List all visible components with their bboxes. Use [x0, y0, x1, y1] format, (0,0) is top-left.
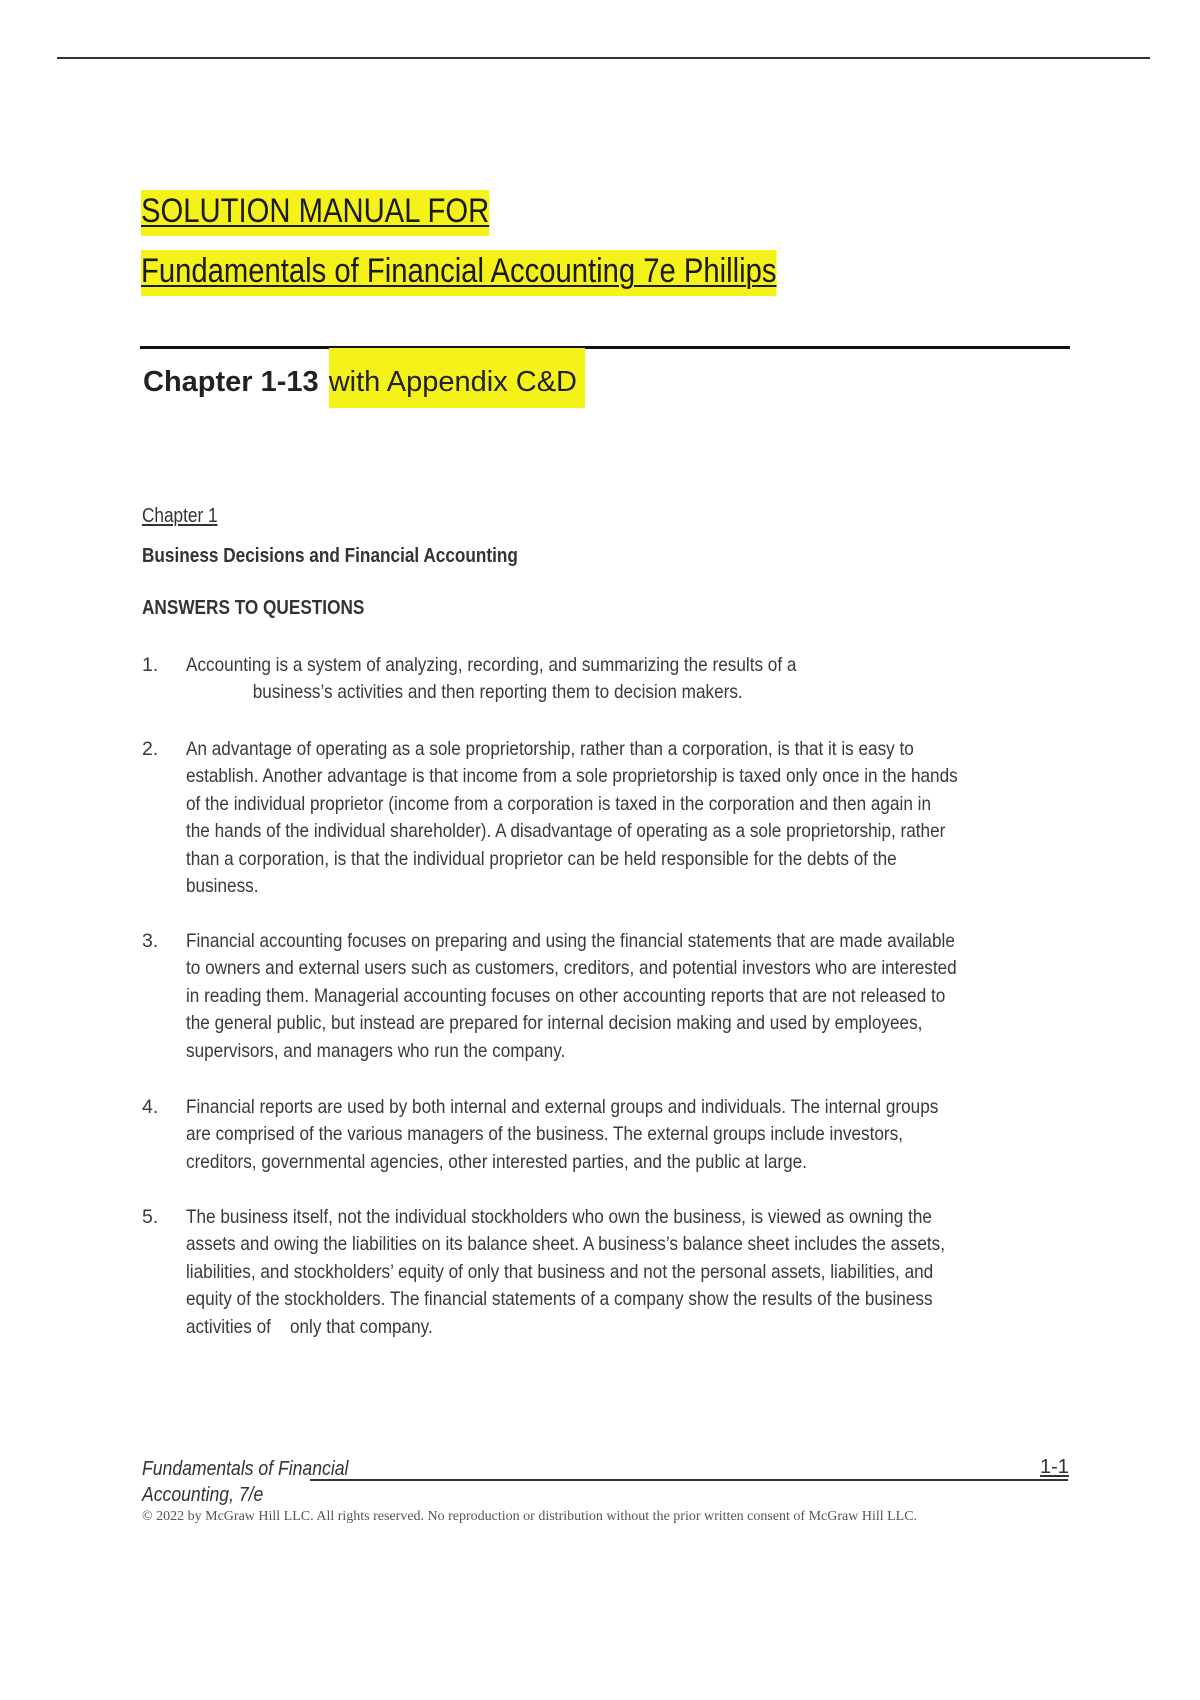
answer-line: equity of the stockholders. The financial statements of a company show the results of the business	[186, 1288, 933, 1311]
answer-line: establish. Another advantage is that income from a sole proprietorship is taxed only once in the hands	[186, 765, 958, 788]
answer-line: Financial accounting focuses on preparing and using the financial statements that are made available	[186, 930, 955, 952]
question-answer	[186, 1094, 1066, 1176]
answer-line: An advantage of operating as a sole proprietorship, rather than a corporation, is that it is easy to	[186, 738, 914, 760]
answer-line: supervisors, and managers who run the company.	[186, 1039, 566, 1062]
answer-line: the general public, but instead are prepared for internal decision making and used by employees,	[186, 1012, 923, 1035]
question-number: 2.	[142, 738, 159, 760]
section-heading: ANSWERS TO QUESTIONS	[142, 597, 365, 619]
manual-title-line2	[141, 252, 777, 291]
answer-line: creditors, governmental agencies, other interested parties, and the public at large.	[186, 1150, 807, 1173]
answer-line: in reading them. Managerial accounting focuses on other accounting reports that are not released to	[186, 984, 946, 1007]
answer-line: to owners and external users such as customers, creditors, and potential investors who are interested	[186, 957, 957, 980]
question-number: 5.	[142, 1206, 159, 1228]
question-answer	[186, 652, 1066, 707]
manual-title-line1	[141, 192, 489, 231]
chapter-range: Chapter 1-13	[143, 366, 319, 398]
chapter-title: Business Decisions and Financial Accounting	[142, 545, 518, 567]
footer-book-title	[142, 1456, 348, 1508]
answer-line: business.	[186, 875, 259, 898]
answer-line: than a corporation, is that the individual proprietor can be held responsible for the debts of the	[186, 847, 897, 870]
answer-line: liabilities, and stockholders’ equity of only that business and not the personal assets, liabilities, and	[186, 1260, 934, 1283]
question-number: 3.	[142, 930, 159, 952]
appendix-highlight: with Appendix C&D	[329, 348, 585, 408]
title-highlight-2: Fundamentals of Financial Accounting 7e Phillips	[141, 250, 777, 296]
answer-line: assets and owing the liabilities on its balance sheet. A business’s balance sheet includes the assets,	[186, 1233, 946, 1256]
answer-line: the hands of the individual shareholder). A disadvantage of operating as a sole proprietorship, rather	[186, 820, 946, 843]
question-answer	[186, 736, 1066, 900]
question-answer	[186, 1204, 1066, 1341]
answer-line: Financial reports are used by both internal and external groups and individuals. The internal groups	[186, 1096, 939, 1118]
question-number: 1.	[142, 654, 159, 676]
page-number: 1-1	[1040, 1456, 1069, 1478]
chapter-label: Chapter 1	[142, 505, 218, 527]
answer-line: Accounting is a system of analyzing, recording, and summarizing the results of a	[186, 654, 797, 676]
chapter-rule	[140, 346, 1070, 349]
footer-rule	[310, 1479, 1068, 1481]
answer-line: are comprised of the various managers of the business. The external groups include investors,	[186, 1123, 903, 1146]
footer-book-line2: Accounting, 7/e	[142, 1484, 264, 1506]
question-number: 4.	[142, 1096, 159, 1118]
question-answer	[186, 928, 1066, 1065]
top-rule	[57, 57, 1150, 59]
copyright-notice: © 2022 by McGraw Hill LLC. All rights reserved. No reproduction or distribution without the prior written consent of McGraw Hill LLC.	[142, 1509, 918, 1524]
title-highlight-1: SOLUTION MANUAL FOR	[141, 190, 489, 236]
chapter-range-heading	[143, 366, 585, 399]
answer-line: business’s activities and then reporting them to decision makers.	[186, 681, 743, 704]
answer-line: activities of only that company.	[186, 1315, 433, 1338]
footer-book-line1: Fundamentals of Financial	[142, 1458, 349, 1480]
answer-line: The business itself, not the individual stockholders who own the business, is viewed as owning the	[186, 1206, 932, 1228]
answer-line: of the individual proprietor (income from a corporation is taxed in the corporation and then again in	[186, 792, 931, 815]
